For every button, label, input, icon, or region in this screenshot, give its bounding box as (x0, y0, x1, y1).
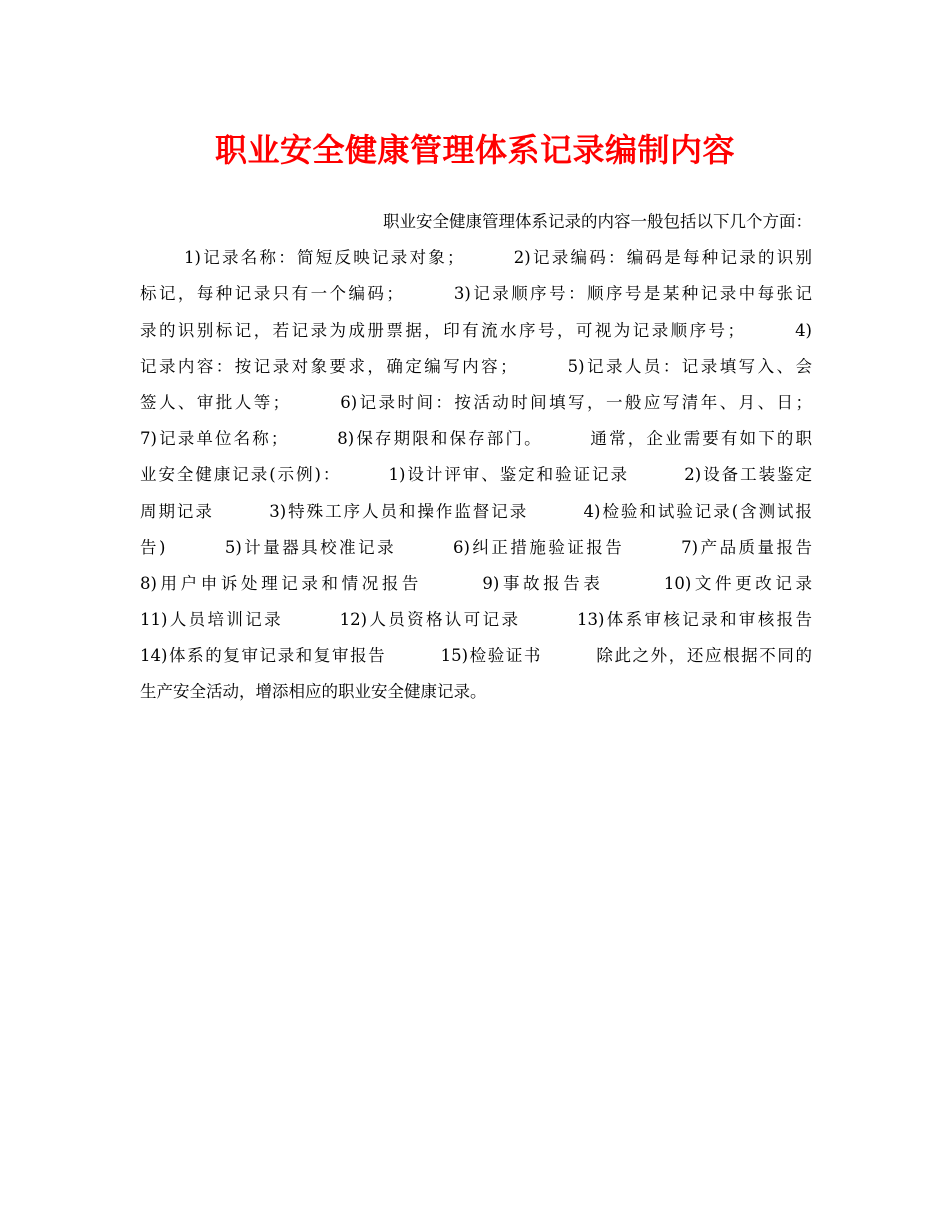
body-line: 告) 5)计量器具校准记录 6)纠正措施验证报告 7)产品质量报告 (140, 537, 812, 557)
document-title: 职业安全健康管理体系记录编制内容 (214, 131, 735, 169)
body-line: 生产安全活动，增添相应的职业安全健康记录。 (140, 682, 487, 702)
body-line: 标记，每种记录只有一个编码； 3)记录顺序号：顺序号是某种记录中每张记 (140, 284, 812, 304)
body-line: 签人、审批人等； 6)记录时间：按活动时间填写，一般应写清年、月、日； (140, 392, 812, 412)
body-line: 周期记录 3)特殊工序人员和操作监督记录 4)检验和试验记录(含测试报 (140, 501, 812, 521)
body-line: 职业安全健康管理体系记录的内容一般包括以下几个方面： (383, 212, 812, 231)
body-line: 11)人员培训记录 12)人员资格认可记录 13)体系审核记录和审核报告 (140, 610, 812, 630)
body-line: 1)记录名称：简短反映记录对象； 2)记录编码：编码是每种记录的识别 (184, 248, 812, 268)
document-body (140, 204, 812, 711)
body-line: 录的识别标记，若记录为成册票据，印有流水序号，可视为记录顺序号； 4) (140, 320, 812, 340)
body-line: 14)体系的复审记录和复审报告 15)检验证书 除此之外，还应根据不同的 (140, 646, 812, 666)
body-line: 记录内容：按记录对象要求，确定编写内容； 5)记录人员：记录填写入、会 (140, 356, 812, 376)
body-line: 7)记录单位名称； 8)保存期限和保存部门。 通常，企业需要有如下的职 (140, 429, 812, 449)
body-line: 8)用户申诉处理记录和情况报告 9)事故报告表 10)文件更改记录 (140, 573, 812, 593)
body-line: 业安全健康记录(示例)： 1)设计评审、鉴定和验证记录 2)设备工装鉴定 (140, 465, 812, 485)
